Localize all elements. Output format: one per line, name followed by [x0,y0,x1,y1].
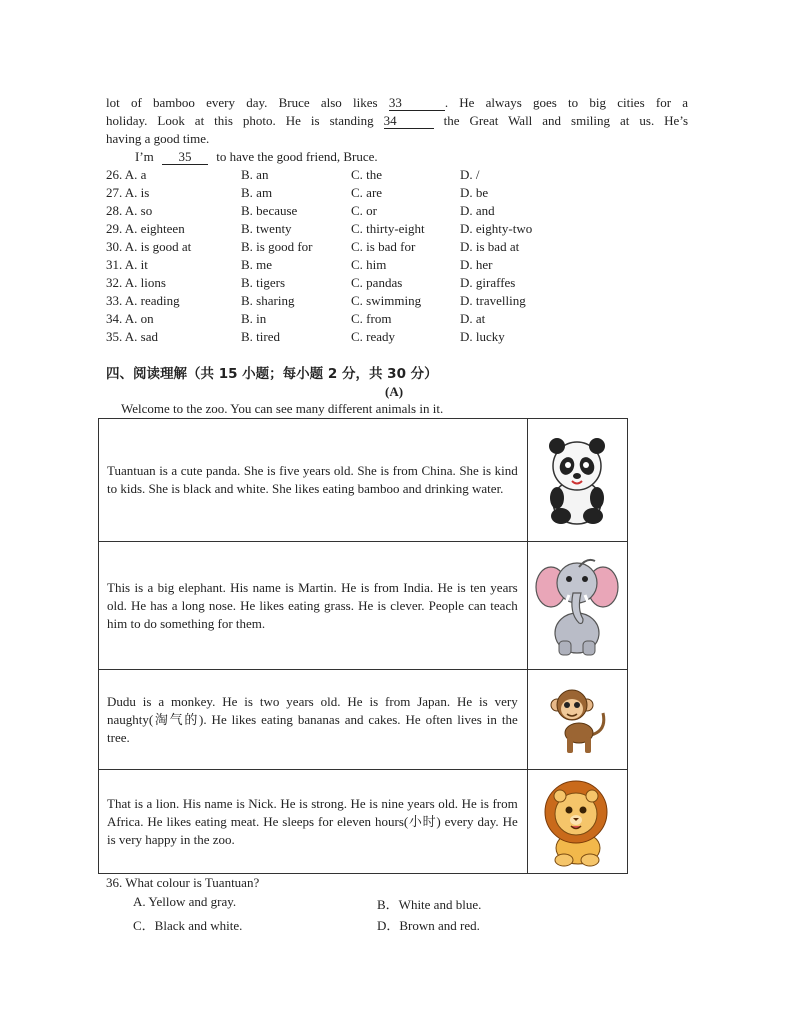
passage-line-2: holiday. Look at this photo. He is standing 34 the Great Wall and smiling at us. He’s [106,113,688,128]
animal-description: Dudu is a monkey. He is two years old. He is from Japan. He is very naughty(淘气的). He likes eating bananas and cakes. He often lives in the tree. [99,670,528,770]
animal-picture-cell [527,770,627,874]
animal-description: That is a lion. His name is Nick. He is strong. He is nine years old. He is from Africa. He likes eating meat. He sleeps for eleven hours(小时) every day. He is very happy in the zoo. [99,770,528,874]
table-row [99,670,628,770]
panda-icon [537,430,617,530]
answer-option-b[interactable]: B．White and blue. [377,897,482,912]
animal-description: This is a big elephant. His name is Martin. He is from India. He is ten years old. He has a long nose. He likes eating grass. He is clever. People can teach him to do something for them. [99,542,528,670]
answer-option-c[interactable]: C．Black and white. [133,918,243,933]
answer-option-a[interactable]: A. Yellow and gray. [133,894,237,909]
section-title: 四、阅读理解（共 15 小题；每小题 2 分，共 30 分） [106,366,438,382]
blank-33: 33 [389,96,445,111]
table-row [99,770,628,874]
question-36: 36. What colour is Tuantuan? [106,875,260,890]
passage-intro: Welcome to the zoo. You can see many different animals in it. [121,401,444,416]
passage-line-3: having a good time. [106,131,210,146]
answer-option-d[interactable]: D．Brown and red. [377,918,480,933]
passage-label: (A) [385,384,404,399]
blank-35: 35 [162,150,208,165]
elephant-icon [535,553,619,659]
animal-description: Tuantuan is a cute panda. She is five years old. She is from China. She is kind to kids. She is black and white. She likes eating bamboo and drinking water. [99,419,528,542]
lion-icon [538,776,616,868]
animal-table [98,418,628,874]
monkey-icon [547,683,607,757]
table-row [99,419,628,542]
animal-picture-cell [527,419,627,542]
passage-line-4: I’m 35 to have the good friend, Bruce. [135,149,378,164]
animal-picture-cell [527,670,627,770]
passage-line-1: lot of bamboo every day. Bruce also likes 33 . He always goes to big cities for a [106,95,689,110]
blank-34: 34 [384,114,434,129]
table-row [99,542,628,670]
animal-picture-cell [527,542,627,670]
